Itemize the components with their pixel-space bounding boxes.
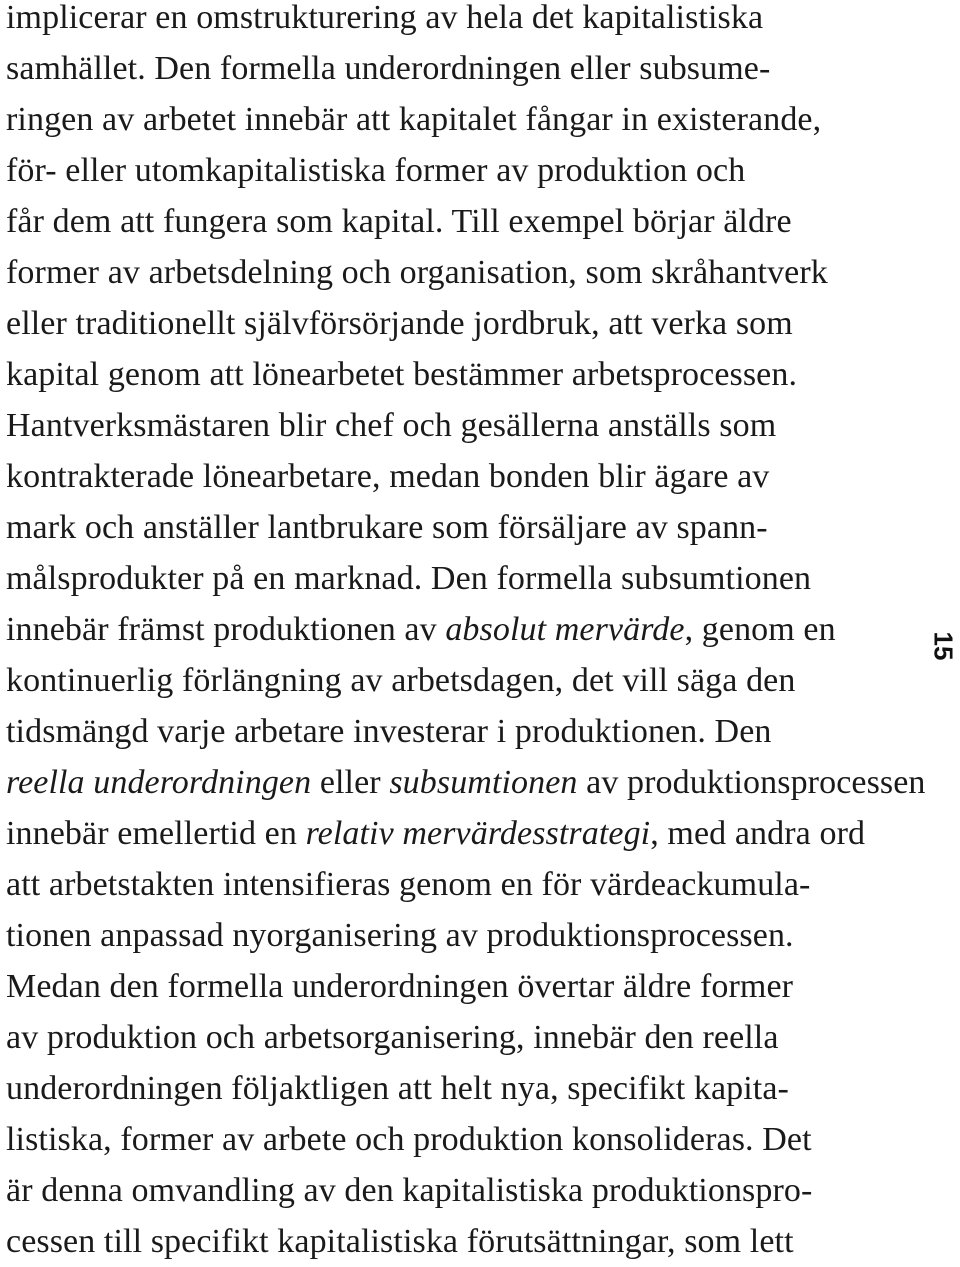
- text-line: [6, 94, 886, 145]
- text-segment: får dem att fungera som kapital. Till exempel börjar äldre: [6, 203, 792, 240]
- text-line: [6, 196, 886, 247]
- italic-text-segment: relativ mervärdesstrategi: [305, 815, 651, 852]
- text-line: [6, 706, 886, 757]
- text-line: [6, 0, 886, 43]
- text-line: [6, 502, 886, 553]
- text-line: [6, 1165, 886, 1216]
- text-segment: former av arbetsdelning och organisation, som skråhantverk: [6, 254, 828, 291]
- text-line: [6, 604, 886, 655]
- text-line: [6, 655, 886, 706]
- text-line: [6, 1063, 886, 1114]
- text-line: [6, 808, 886, 859]
- text-line: [6, 757, 926, 808]
- text-segment: listiska, former av arbete och produktion konsolideras. Det: [6, 1121, 812, 1158]
- text-line: [6, 43, 886, 94]
- text-line: [6, 910, 886, 961]
- text-line: [6, 1012, 886, 1063]
- page-number: 15: [928, 631, 959, 661]
- text-segment: kontinuerlig förlängning av arbetsdagen, det vill säga den: [6, 662, 796, 699]
- text-segment: Medan den formella underordningen övertar äldre former: [6, 968, 794, 1005]
- text-segment: av produktionsprocessen: [577, 764, 926, 801]
- text-line: [6, 247, 886, 298]
- text-segment: ringen av arbetet innebär att kapitalet fångar in existerande,: [6, 101, 822, 138]
- text-segment: , med andra ord: [650, 815, 866, 852]
- text-line: [6, 859, 886, 910]
- text-segment: målsprodukter på en marknad. Den formella subsumtionen: [6, 560, 812, 597]
- text-segment: mark och anställer lantbrukare som försäljare av spann-: [6, 509, 768, 546]
- text-segment: innebär främst produktionen av: [6, 611, 446, 648]
- text-segment: kontrakterade lönearbetare, medan bonden blir ägare av: [6, 458, 770, 495]
- text-segment: innebär emellertid en: [6, 815, 306, 852]
- text-segment: eller: [311, 764, 390, 801]
- text-segment: är denna omvandling av den kapitalistiska produktionspro-: [6, 1172, 813, 1209]
- text-segment: tidsmängd varje arbetare investerar i produktionen. Den: [6, 713, 772, 750]
- text-line: [6, 961, 886, 1012]
- text-segment: kapital genom att lönearbetet bestämmer arbetsprocessen.: [6, 356, 798, 393]
- text-segment: tionen anpassad nyorganisering av produktionsprocessen.: [6, 917, 794, 954]
- text-line: [6, 1114, 886, 1165]
- italic-text-segment: subsumtionen: [389, 764, 578, 801]
- text-segment: Hantverksmästaren blir chef och gesällerna anställs som: [6, 407, 777, 444]
- body-text: [6, 0, 926, 1267]
- text-line: [6, 145, 886, 196]
- text-line: [6, 1216, 886, 1267]
- text-line: [6, 298, 886, 349]
- text-line: [6, 349, 886, 400]
- text-segment: , genom en: [684, 611, 836, 648]
- italic-text-segment: reella underordningen: [6, 764, 312, 801]
- text-segment: av produktion och arbetsorganisering, innebär den reella: [6, 1019, 779, 1056]
- text-segment: att arbetstakten intensifieras genom en för värdeackumula-: [6, 866, 811, 903]
- text-segment: för- eller utomkapitalistiska former av produktion och: [6, 152, 746, 189]
- text-segment: eller traditionellt självförsörjande jordbruk, att verka som: [6, 305, 793, 342]
- text-line: [6, 400, 886, 451]
- text-segment: underordningen följaktligen att helt nya, specifikt kapita-: [6, 1070, 789, 1107]
- text-segment: samhället. Den formella underordningen eller subsume-: [6, 50, 771, 87]
- text-line: [6, 451, 886, 502]
- text-line: [6, 553, 886, 604]
- text-segment: cessen till specifikt kapitalistiska förutsättningar, som lett: [6, 1223, 794, 1260]
- text-segment: implicerar en omstrukturering av hela det kapitalistiska: [6, 0, 764, 36]
- italic-text-segment: absolut mervärde: [445, 611, 685, 648]
